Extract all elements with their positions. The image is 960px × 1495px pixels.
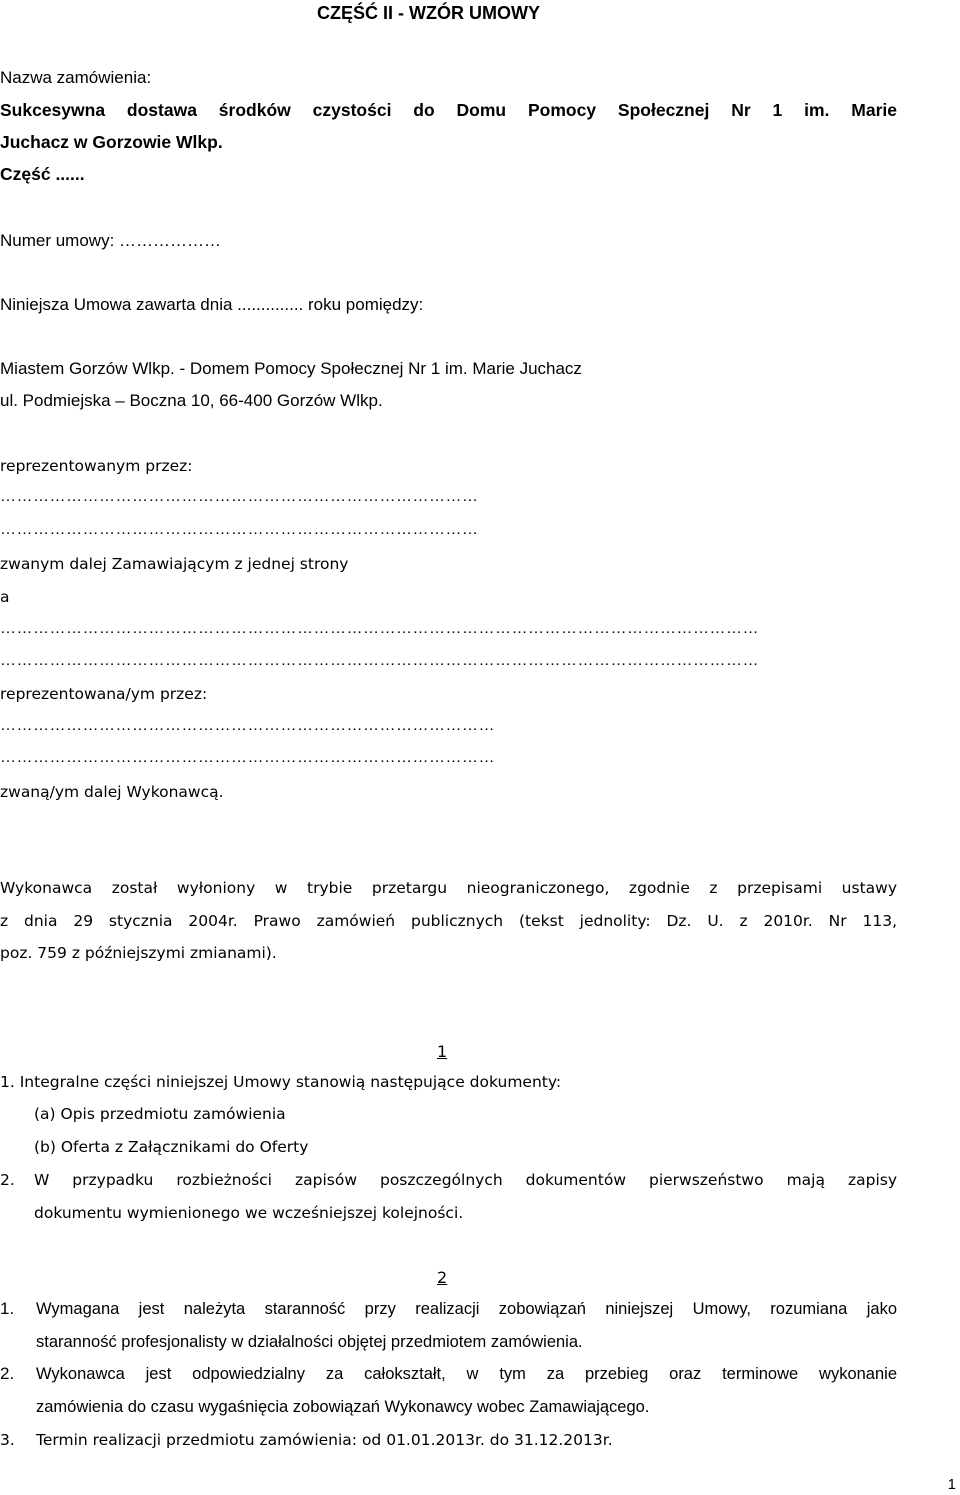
section-2-item-2-line-1: Wykonawca jest odpowiedzialny za całokształt, w tym za przebieg oraz terminowe wykonanie — [36, 1365, 897, 1383]
section-1-item-1: 1. Integralne części niniejszej Umowy stanowią następujące dokumenty: — [0, 1073, 562, 1091]
contract-date-line: Niniejsza Umowa zawarta dnia .............. roku pomiędzy: — [0, 295, 424, 314]
contract-number: Numer umowy: ……………… — [0, 231, 222, 250]
intro-line-1: Wykonawca został wyłoniony w trybie przetargu nieograniczonego, zgodnie z przepisami ustawy — [0, 879, 897, 897]
order-name-line2: Juchacz w Gorzowie Wlkp. — [0, 132, 223, 152]
intro-line-2: z dnia 29 stycznia 2004r. Prawo zamówień publicznych (tekst jednolity: Dz. U. z 2010r. Nr 113, — [0, 912, 897, 930]
section-2-item-1-line-1: Wymagana jest należyta staranność przy realizacji zobowiązań niniejszej Umowy, rozumiana jako — [36, 1300, 897, 1318]
order-name-line1: Sukcesywna dostawa środków czystości do Domu Pomocy Społecznej Nr 1 im. Marie — [0, 100, 897, 120]
section-2-item-1-number: 1. — [0, 1299, 15, 1318]
section-2-item-2-number: 2. — [0, 1364, 15, 1383]
order-label: Nazwa zamówienia: — [0, 68, 152, 87]
party1-name: Miastem Gorzów Wlkp. - Domem Pomocy Społecznej Nr 1 im. Marie Juchacz — [0, 359, 582, 378]
party1-represented-label: reprezentowanym przez: — [0, 457, 193, 475]
section-1-sub-b: (b) Oferta z Załącznikami do Oferty — [34, 1138, 309, 1156]
document-title: CZĘŚĆ II - WZÓR UMOWY — [317, 3, 540, 23]
section-1-item-2-number: 2. — [0, 1171, 15, 1189]
and-connector: a — [0, 588, 10, 606]
party2-represented-label: reprezentowana/ym przez: — [0, 685, 208, 703]
section-1-item-2-line-2: dokumentu wymienionego we wcześniejszej kolejności. — [34, 1204, 464, 1222]
party2-dots-2: ………………………………………………………………………………………………………………………… — [0, 652, 759, 669]
party2-called: zwaną/ym dalej Wykonawcą. — [0, 783, 224, 801]
section-2-item-2-line-2: zamówienia do czasu wygaśnięcia zobowiązań Wykonawcy wobec Zamawiającego. — [36, 1398, 650, 1416]
order-part: Część ...... — [0, 164, 85, 184]
party1-dots-2: …………………………………………………………………………… — [0, 521, 479, 538]
party2-dots-1: ………………………………………………………………………………………………………………………… — [0, 620, 759, 637]
section-2-item-1-line-2: staranność profesjonalisty w działalności objętej przedmiotem zamówienia. — [36, 1333, 583, 1351]
section-2-item-3-line: Termin realizacji przedmiotu zamówienia: od 01.01.2013r. do 31.12.2013r. — [36, 1431, 613, 1449]
section-2-item-3-number: 3. — [0, 1431, 15, 1449]
section-2-heading: 2 — [437, 1268, 448, 1287]
section-1-sub-a: (a) Opis przedmiotu zamówienia — [34, 1105, 286, 1123]
party2-dots-3: ……………………………………………………………………………… — [0, 717, 495, 734]
page-number: 1 — [947, 1476, 956, 1493]
section-1-heading: 1 — [437, 1042, 448, 1061]
section-1-item-2-line-1: W przypadku rozbieżności zapisów poszczególnych dokumentów pierwszeństwo mają zapisy — [34, 1171, 897, 1189]
party2-dots-4: ……………………………………………………………………………… — [0, 749, 495, 766]
party1-address: ul. Podmiejska – Boczna 10, 66-400 Gorzów Wlkp. — [0, 391, 383, 410]
intro-line-3: poz. 759 z późniejszymi zmianami). — [0, 944, 277, 962]
party1-called: zwanym dalej Zamawiającym z jednej strony — [0, 555, 349, 573]
party1-dots-1: …………………………………………………………………………… — [0, 488, 479, 505]
